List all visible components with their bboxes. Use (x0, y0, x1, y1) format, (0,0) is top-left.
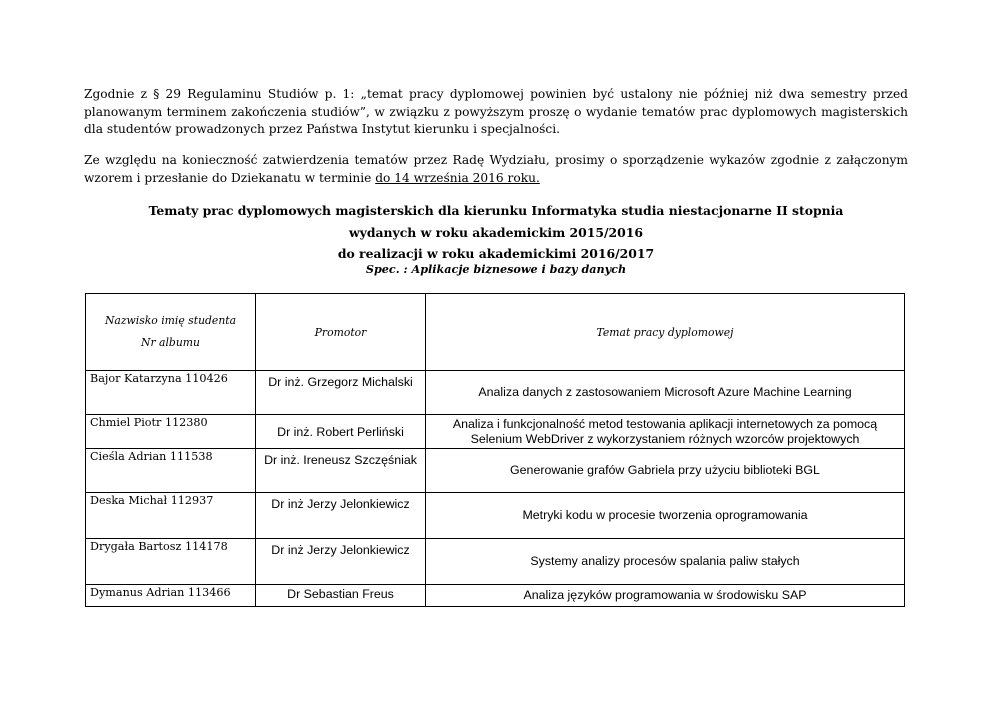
student-cell: Dymanus Adrian 113466 (86, 585, 256, 607)
header-topic: Temat pracy dyplomowej (426, 294, 905, 371)
promotor-cell: Dr Sebastian Freus (256, 585, 426, 607)
heading-line-2: wydanych w roku akademickim 2015/2016 (348, 225, 644, 240)
table-row (86, 449, 905, 493)
table-row (86, 539, 905, 585)
table-row (86, 371, 905, 415)
header-student-album: Nr albumu (141, 336, 200, 349)
heading-line-1: Tematy prac dyplomowych magisterskich dla kierunku Informatyka studia niestacjonarne II stopnia (148, 203, 844, 218)
topic-cell: Analiza języków programowania w środowisku SAP (426, 585, 905, 607)
student-cell: Bajor Katarzyna 110426 (86, 371, 256, 415)
table-row (86, 585, 905, 607)
promotor-cell: Dr inż. Robert Perliński (256, 415, 426, 449)
topic-cell: Metryki kodu w procesie tworzenia oprogramowania (426, 493, 905, 539)
topic-cell: Systemy analizy procesów spalania paliw stałych (426, 539, 905, 585)
topic-cell: Generowanie grafów Gabriela przy użyciu biblioteki BGL (426, 449, 905, 493)
student-cell: Deska Michał 112937 (86, 493, 256, 539)
topic-cell: Analiza i funkcjonalność metod testowania aplikacji internetowych za pomocą Selenium WebDriver z wykorzystaniem różnych wzorców projektowych (426, 415, 905, 449)
student-cell: Drygała Bartosz 114178 (86, 539, 256, 585)
header-student-name: Nazwisko imię studenta (104, 314, 237, 327)
promotor-cell: Dr inż Jerzy Jelonkiewicz (256, 493, 426, 539)
topic-cell: Analiza danych z zastosowaniem Microsoft Azure Machine Learning (426, 371, 905, 415)
student-cell: Cieśla Adrian 111538 (86, 449, 256, 493)
table-header-row (86, 294, 905, 371)
intro-paragraph-2 (84, 152, 908, 187)
header-promotor: Promotor (256, 294, 426, 371)
intro-paragraph-2-text: Ze względu na konieczność zatwierdzenia tematów przez Radę Wydziału, prosimy o sporządzenie wykazów zgodnie z załączonym wzorem i przesłanie do Dziekanatu w terminie (84, 153, 908, 185)
table-row (86, 493, 905, 539)
header-student (86, 294, 256, 371)
thesis-topics-table (85, 293, 905, 607)
promotor-cell: Dr inż. Ireneusz Szczęśniak (256, 449, 426, 493)
deadline-text: do 14 września 2016 roku. (375, 170, 540, 185)
specialization-label: Spec. : Aplikacje biznesowe i bazy danych (365, 262, 627, 276)
intro-paragraph-1: Zgodnie z § 29 Regulaminu Studiów p. 1: „temat pracy dyplomowej powinien być ustalony nie później niż dwa semestry przed planowanym terminem zakończenia studiów”, w związku z powyższym proszę o wydanie tematów prac dyplomowych magisterskich dla studentów prowadzonych przez Państwa Instytut kierunku i specjalności. (84, 87, 908, 137)
promotor-cell: Dr inż. Grzegorz Michalski (256, 371, 426, 415)
promotor-cell: Dr inż Jerzy Jelonkiewicz (256, 539, 426, 585)
student-cell: Chmiel Piotr 112380 (86, 415, 256, 449)
table-row (86, 415, 905, 449)
heading-line-3: do realizacji w roku akademickimi 2016/2017 (337, 246, 655, 261)
